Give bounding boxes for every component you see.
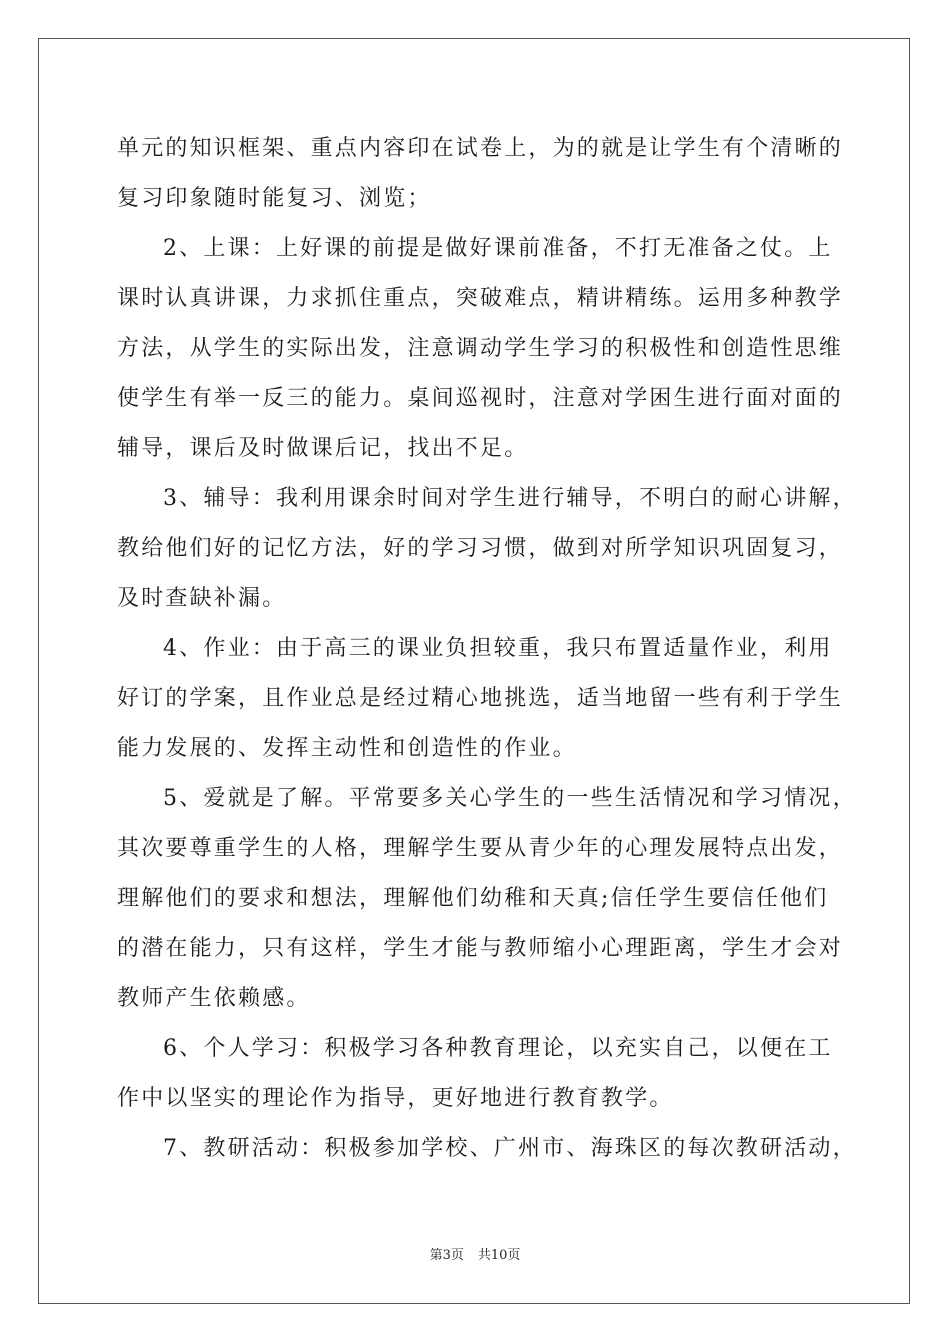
paragraph-start-line: 6、个人学习：积极学习各种教育理论，以充实自己，以便在工 xyxy=(163,1036,833,1061)
text-line: 理解他们的要求和想法，理解他们幼稚和天真;信任学生要信任他们 xyxy=(117,886,829,911)
paragraph-start-line: 2、上课：上好课的前提是做好课前准备，不打无准备之仗。上 xyxy=(163,236,833,261)
document-body xyxy=(117,124,857,1174)
text-line: 的潜在能力，只有这样，学生才能与教师缩小心理距离，学生才会对 xyxy=(117,936,844,961)
text-line: 作中以坚实的理论作为指导，更好地进行教育教学。 xyxy=(117,1086,674,1111)
text-line: 好订的学案，且作业总是经过精心地挑选，适当地留一些有利于学生 xyxy=(117,686,844,711)
page-number: 第3页 xyxy=(429,1248,464,1263)
page-total: 共10页 xyxy=(477,1248,521,1263)
text-line: 及时查缺补漏。 xyxy=(117,586,287,611)
text-line: 能力发展的、发挥主动性和创造性的作业。 xyxy=(117,736,577,761)
text-line: 课时认真讲课，力求抓住重点，突破难点，精讲精练。运用多种教学 xyxy=(117,286,844,311)
text-line: 单元的知识框架、重点内容印在试卷上，为的就是让学生有个清晰的 xyxy=(117,136,844,161)
text-line: 教给他们好的记忆方法，好的学习习惯，做到对所学知识巩固复习， xyxy=(117,536,844,561)
paragraph-start-line: 7、教研活动：积极参加学校、广州市、海珠区的每次教研活动， xyxy=(163,1136,857,1161)
text-line: 方法，从学生的实际出发，注意调动学生学习的积极性和创造性思维 xyxy=(117,336,844,361)
text-line: 教师产生依赖感。 xyxy=(117,986,311,1011)
paragraph-start-line: 4、作业：由于高三的课业负担较重，我只布置适量作业，利用 xyxy=(163,636,833,661)
paragraph-start-line: 5、爱就是了解。平常要多关心学生的一些生活情况和学习情况， xyxy=(163,786,857,811)
text-line: 使学生有举一反三的能力。桌间巡视时，注意对学困生进行面对面的 xyxy=(117,386,844,411)
page-footer xyxy=(0,1244,950,1263)
paragraph-start-line: 3、辅导：我利用课余时间对学生进行辅导，不明白的耐心讲解， xyxy=(163,486,857,511)
text-line: 其次要尊重学生的人格，理解学生要从青少年的心理发展特点出发， xyxy=(117,836,844,861)
text-line: 辅导，课后及时做课后记，找出不足。 xyxy=(117,436,529,461)
text-line: 复习印象随时能复习、浏览； xyxy=(117,186,432,211)
